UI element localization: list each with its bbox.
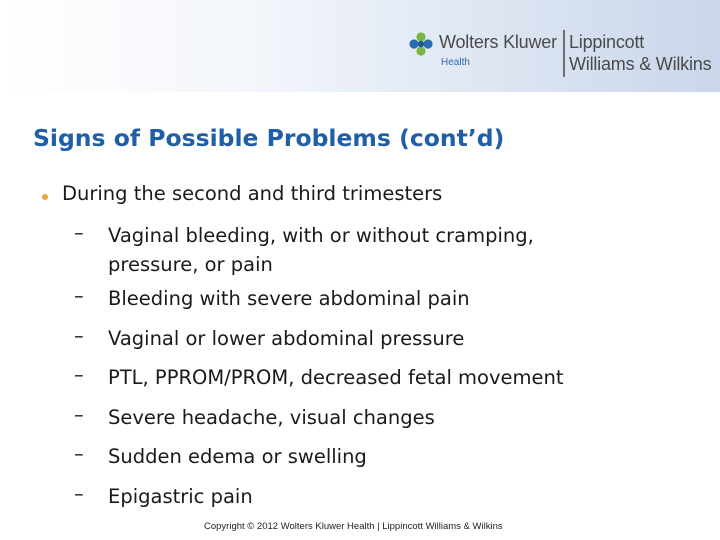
sub-bullet-line: Vaginal bleeding, with or without cramping, <box>108 224 534 247</box>
logo-divider <box>563 30 565 77</box>
publisher-name-line1: Lippincott <box>569 32 645 52</box>
sub-bullet-text: Sudden edema or swelling <box>108 445 367 468</box>
brand-name: Wolters Kluwer <box>439 32 557 52</box>
publisher-logo <box>408 28 720 80</box>
sub-bullet-line: pressure, or pain <box>108 253 273 276</box>
sub-bullet-text <box>108 221 534 279</box>
copyright-notice: Copyright © 2012 Wolters Kluwer Health | Lippincott Williams & Wilkins <box>204 521 503 532</box>
dash-marker: – <box>74 403 84 426</box>
wolters-kluwer-logo-icon <box>408 31 434 57</box>
sub-bullet-text: Vaginal or lower abdominal pressure <box>108 327 465 350</box>
sub-bullet-text: Epigastric pain <box>108 485 253 508</box>
dash-marker: – <box>74 363 84 386</box>
sub-bullet-text: Severe headache, visual changes <box>108 406 435 429</box>
dash-marker: – <box>74 442 84 465</box>
dash-marker: – <box>74 482 84 505</box>
brand-division: Health <box>441 57 470 68</box>
dash-marker: – <box>74 284 84 307</box>
sub-bullet-text: PTL, PPROM/PROM, decreased fetal movement <box>108 366 564 389</box>
publisher-name-line2: Williams & Wilkins <box>569 54 712 74</box>
dash-marker: – <box>74 324 84 347</box>
dash-marker: – <box>74 221 84 244</box>
main-bullet: During the second and third trimesters <box>62 182 443 205</box>
slide-title: Signs of Possible Problems (cont’d) <box>33 124 505 152</box>
bullet-icon <box>42 194 48 200</box>
sub-bullet-text: Bleeding with severe abdominal pain <box>108 287 470 310</box>
